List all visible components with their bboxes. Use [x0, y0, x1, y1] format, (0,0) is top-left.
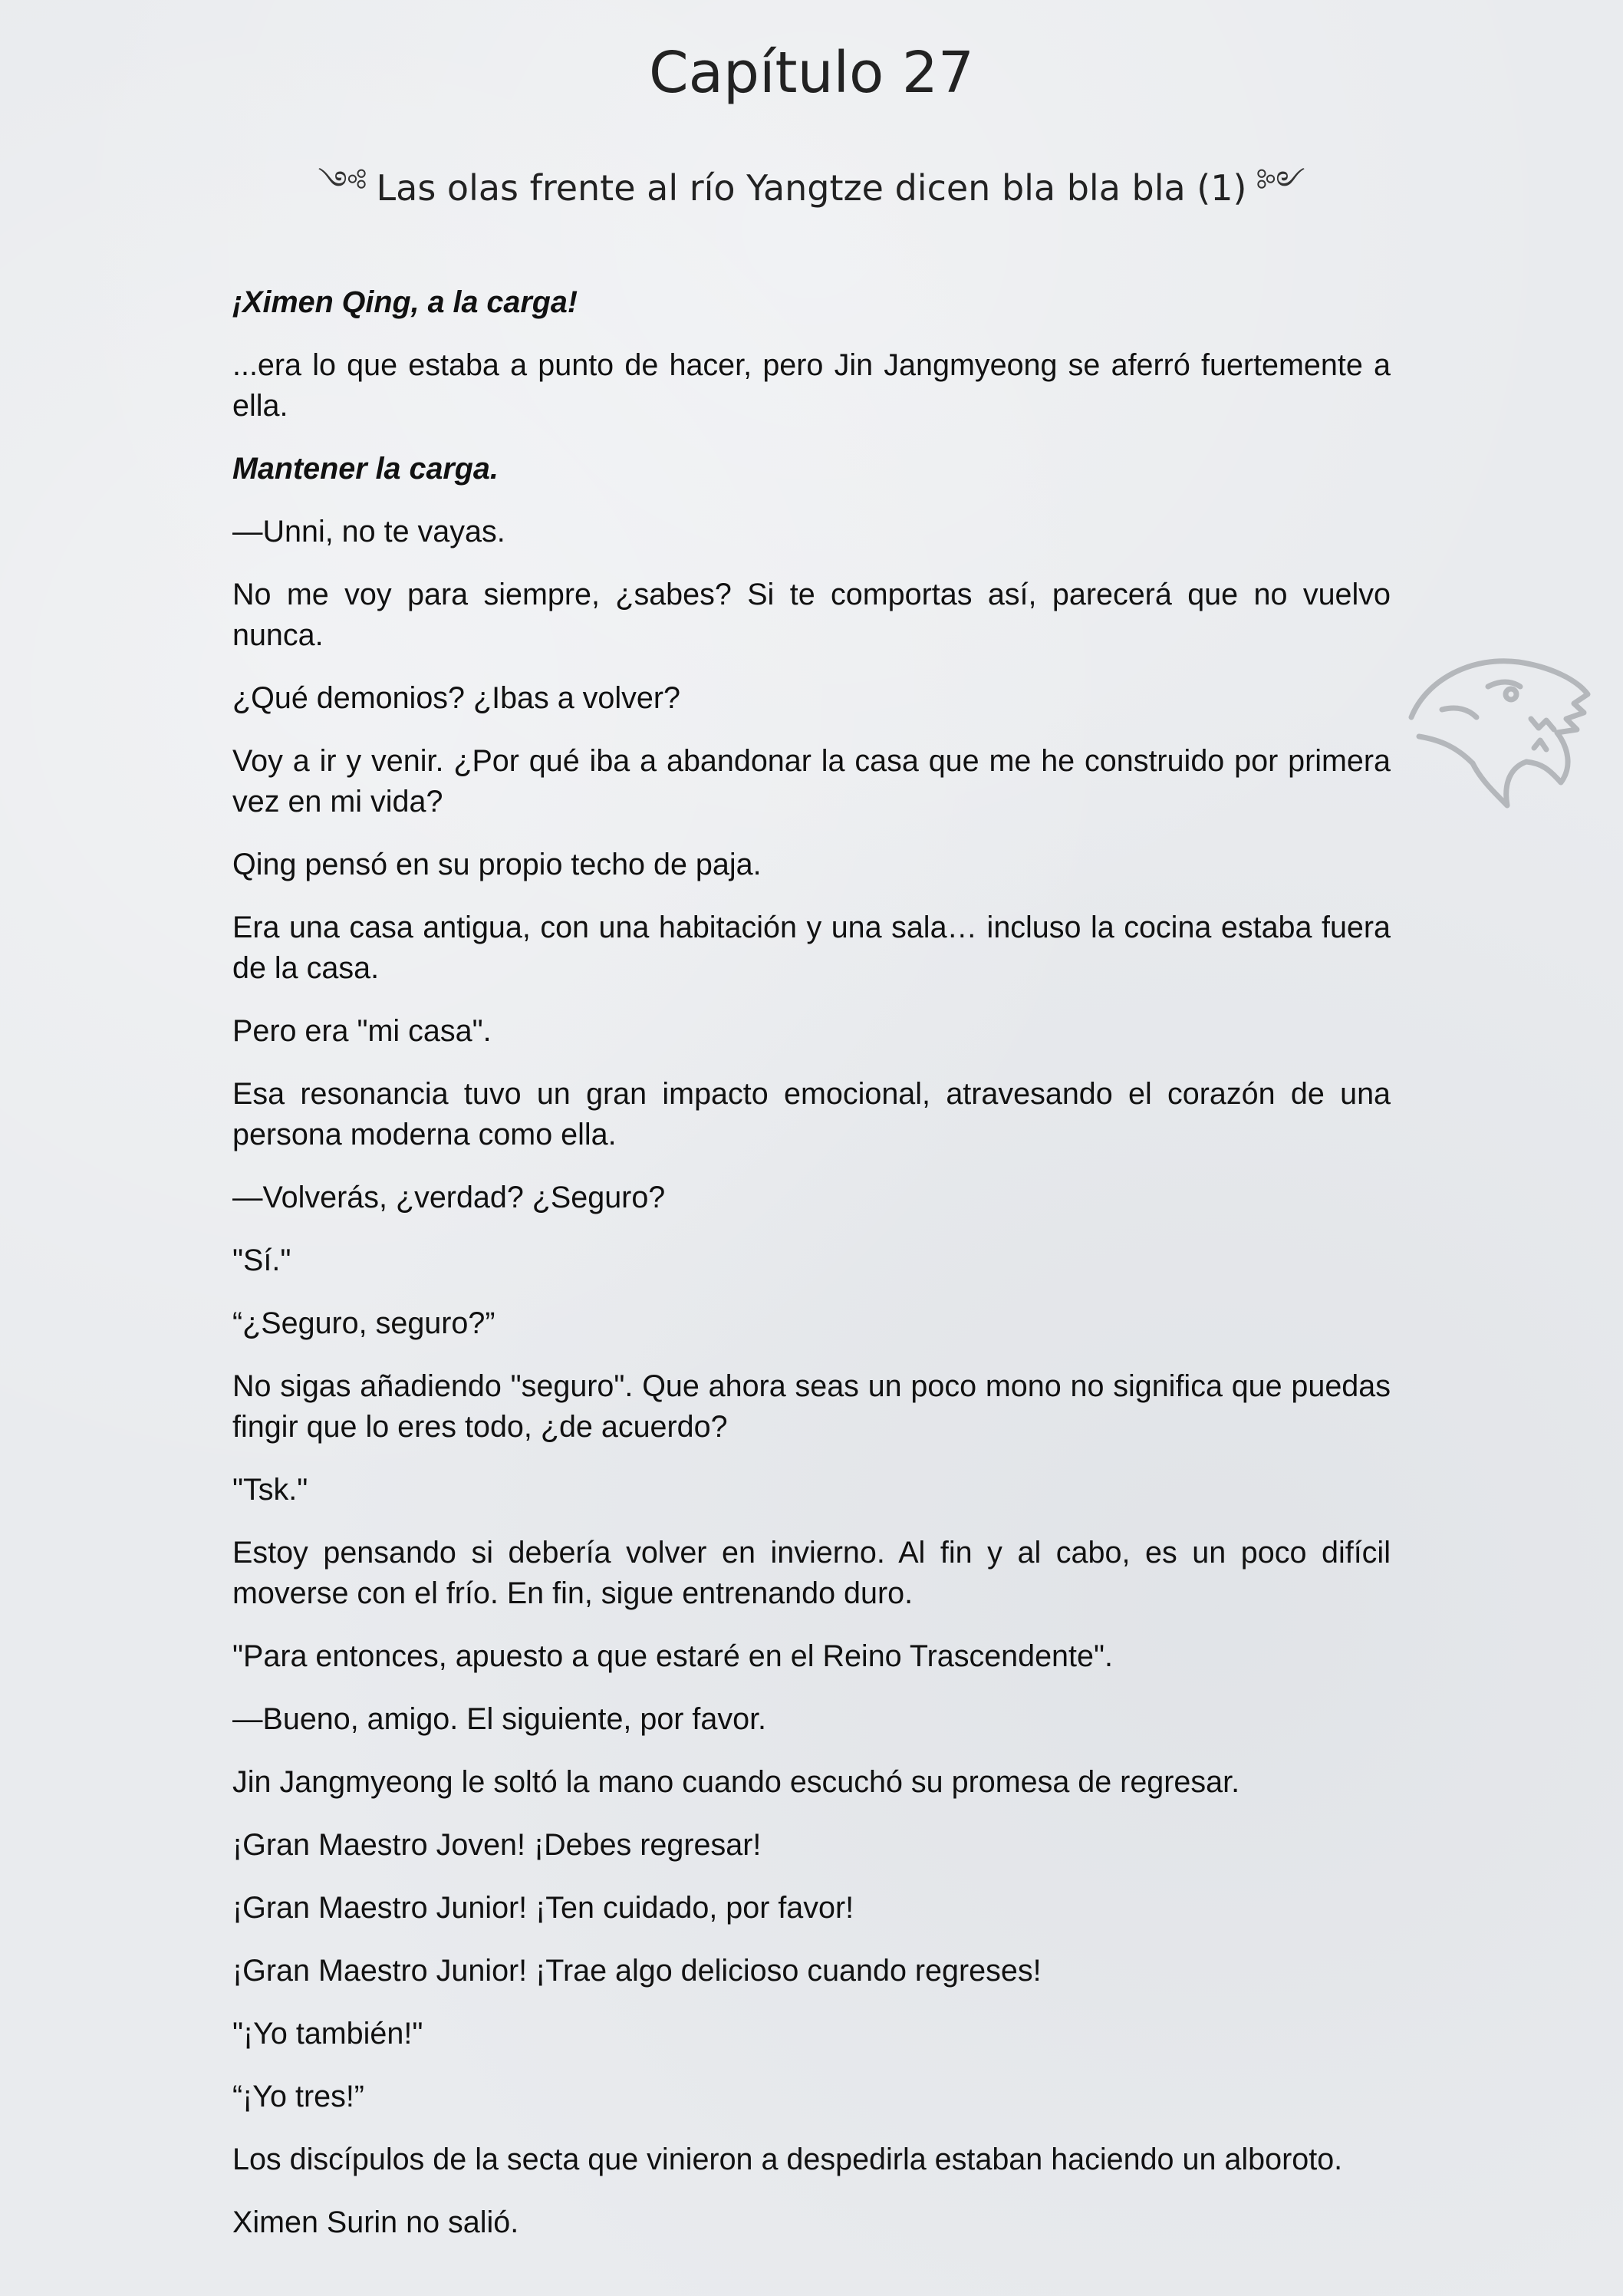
paragraph: Era una casa antigua, con una habitación y una sala… incluso la cocina estaba fuera de la casa. — [232, 911, 1391, 985]
chapter-subtitle-text: Las olas frente al río Yangtze dicen bla bla bla (1) — [376, 167, 1247, 209]
paragraph: Ximen Surin no salió. — [232, 2205, 519, 2239]
paragraph: Pero era "mi casa". — [232, 1014, 492, 1048]
paragraph: —Volverás, ¿verdad? ¿Seguro? — [232, 1181, 666, 1214]
paragraph: "Tsk." — [232, 1473, 308, 1507]
paragraph: "Para entonces, apuesto a que estaré en el Reino Trascendente". — [232, 1639, 1113, 1673]
chapter-title: Capítulo 27 — [649, 40, 974, 106]
paragraph: ¡Gran Maestro Joven! ¡Debes regresar! — [232, 1828, 762, 1862]
paragraph: ¡Gran Maestro Junior! ¡Ten cuidado, por favor! — [232, 1891, 854, 1925]
paragraph: “¡Yo tres!” — [232, 2080, 364, 2113]
chapter-body — [232, 282, 1391, 2265]
chapter-subtitle — [0, 147, 1623, 234]
paragraph: Esa resonancia tuvo un gran impacto emocional, atravesando el corazón de una persona moderna como ella. — [232, 1077, 1391, 1151]
paragraph: Jin Jangmyeong le soltó la mano cuando escuchó su promesa de regresar. — [232, 1765, 1240, 1799]
paragraph: ¿Qué demonios? ¿Ibas a volver? — [232, 681, 681, 715]
flourish-right-icon: ༻ — [1256, 165, 1305, 200]
paragraph: —Bueno, amigo. El siguiente, por favor. — [232, 1702, 767, 1736]
paragraph: Qing pensó en su propio techo de paja. — [232, 848, 762, 881]
paragraph: "¡Yo también!" — [232, 2017, 423, 2051]
paragraph: Mantener la carga. — [232, 452, 499, 486]
paragraph: Los discípulos de la secta que vinieron a despedirla estaban haciendo un alboroto. — [232, 2143, 1343, 2176]
paragraph: ...era lo que estaba a punto de hacer, pero Jin Jangmyeong se aferró fuertemente a ella. — [232, 348, 1391, 423]
paragraph: ¡Ximen Qing, a la carga! — [232, 285, 578, 319]
dinosaur-head-icon — [1396, 633, 1595, 832]
paragraph: ¡Gran Maestro Junior! ¡Trae algo delicioso cuando regreses! — [232, 1954, 1042, 1988]
paragraph: Voy a ir y venir. ¿Por qué iba a abandonar la casa que me he construido por primera vez en mi vida? — [232, 744, 1391, 819]
paragraph: Estoy pensando si debería volver en invierno. Al fin y al cabo, es un poco difícil moverse con el frío. En fin, sigue entrenando duro. — [232, 1536, 1391, 1610]
paragraph: —Unni, no te vayas. — [232, 515, 505, 548]
paragraph: No sigas añadiendo "seguro". Que ahora seas un poco mono no significa que puedas fingir que lo eres todo, ¿de acuerdo? — [232, 1369, 1391, 1444]
paragraph: "Sí." — [232, 1244, 291, 1277]
paragraph: “¿Seguro, seguro?” — [232, 1306, 495, 1340]
flourish-left-icon: ༺ — [318, 165, 367, 200]
paragraph: No me voy para siempre, ¿sabes? Si te comportas así, parecerá que no vuelvo nunca. — [232, 578, 1391, 652]
